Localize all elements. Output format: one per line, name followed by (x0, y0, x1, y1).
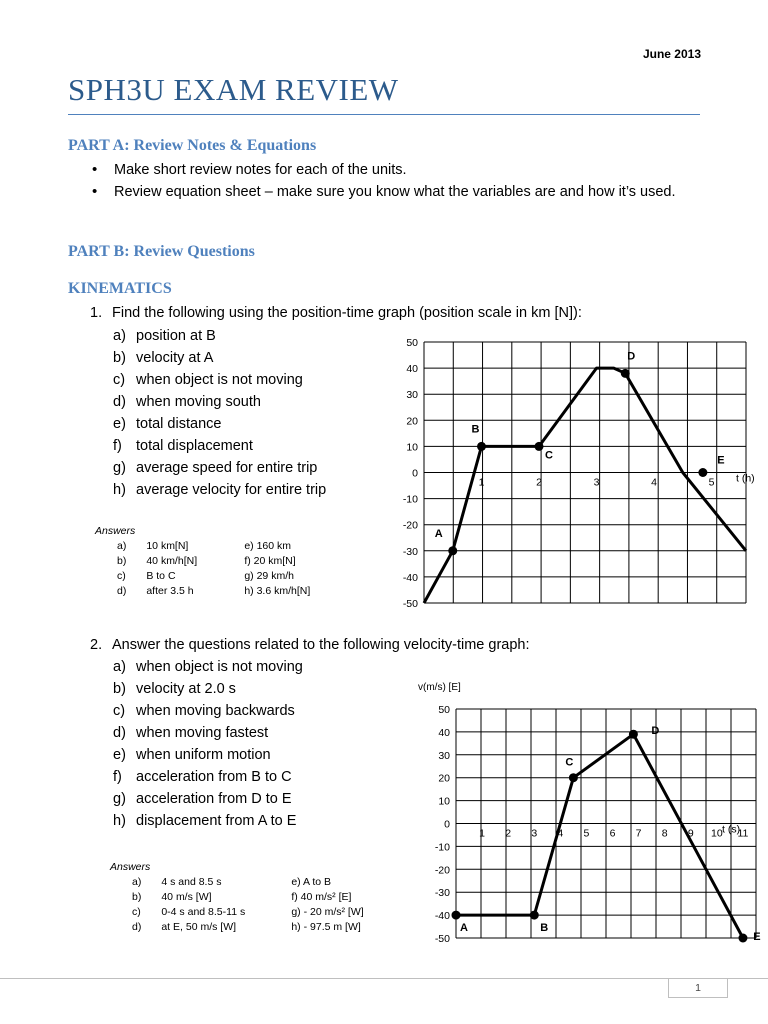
y-tick-label: -10 (434, 841, 450, 854)
point-label: B (471, 423, 480, 436)
y-tick-label: 0 (444, 818, 450, 831)
table-row: a) 10 km[N] e) 160 km (117, 540, 292, 552)
part-a-bullets (90, 159, 710, 203)
q1-prompt (90, 302, 582, 324)
x-axis-label: t (s) (722, 823, 741, 836)
y-tick-label: 50 (438, 704, 450, 716)
list-item: h) displacement from A to E (113, 813, 297, 829)
y-tick-label: 40 (406, 363, 418, 376)
data-point (738, 934, 747, 943)
q1-prompt-text: Find the following using the position-time graph (position scale in km [N]): (112, 305, 582, 321)
y-tick-label: 20 (406, 415, 418, 428)
point-label: B (540, 922, 549, 935)
point-label: A (434, 527, 443, 540)
q1-items (113, 325, 326, 501)
list-item: d) when moving south (113, 394, 261, 410)
x-tick-label: 2 (536, 476, 542, 489)
point-label: E (753, 931, 761, 943)
point-label: A (460, 922, 468, 935)
y-tick-label: -10 (402, 493, 418, 506)
q2-prompt (90, 634, 530, 656)
data-point (530, 911, 539, 920)
list-item: f) acceleration from B to C (113, 769, 292, 785)
y-tick-label: -50 (434, 933, 450, 945)
list-item: h) average velocity for entire trip (113, 482, 327, 498)
answers-title: Answers (110, 861, 151, 873)
table-row: b) 40 km/h[N] f) 20 km[N] (117, 555, 296, 567)
y-tick-label: -50 (402, 598, 418, 610)
title-rule (68, 114, 700, 115)
y-tick-label: -40 (402, 571, 418, 584)
data-point (621, 369, 630, 378)
list-item: g) acceleration from D to E (113, 791, 292, 807)
point-label: E (717, 454, 725, 467)
part-a-heading: PART A: Review Notes & Equations (68, 137, 317, 154)
q2-items (113, 656, 303, 832)
answers-table (95, 540, 310, 600)
y-tick-label: 40 (438, 726, 450, 739)
y-tick-label: -20 (402, 519, 418, 532)
x-tick-label: 11 (737, 827, 749, 840)
kinematics-heading: KINEMATICS (68, 280, 172, 297)
y-tick-label: 30 (438, 749, 450, 762)
q1-answers (95, 525, 310, 600)
position-time-graph (380, 330, 768, 615)
x-tick-label: 5 (708, 476, 715, 489)
x-tick-label: 4 (557, 827, 564, 840)
series-line (456, 734, 743, 938)
list-item: e) when uniform motion (113, 747, 271, 763)
data-point (535, 442, 544, 451)
part-b-heading: PART B: Review Questions (68, 243, 255, 260)
list-item: a) position at B (113, 328, 216, 344)
data-point (629, 730, 638, 739)
y-tick-label: 10 (438, 795, 450, 808)
table-row: c) B to C g) 29 km/h (117, 570, 294, 582)
y-tick-label: 50 (406, 337, 418, 349)
point-label: D (627, 350, 636, 363)
table-row: a) 4 s and 8.5 s e) A to B (132, 876, 332, 888)
data-point (477, 442, 486, 451)
q2-prompt-text: Answer the questions related to the following velocity-time graph: (112, 637, 530, 653)
point-label: D (651, 725, 660, 738)
series-line (424, 368, 746, 603)
x-tick-label: 3 (593, 476, 600, 489)
y-tick-label: 30 (406, 389, 418, 402)
point-label: C (545, 449, 553, 462)
x-axis-label: t (h) (736, 472, 755, 485)
y-tick-label: 20 (438, 772, 450, 785)
x-tick-label: 8 (661, 827, 668, 840)
table-row: d) at E, 50 m/s [W] h) - 97.5 m [W] (132, 921, 361, 933)
table-row: d) after 3.5 h h) 3.6 km/h[N] (117, 585, 311, 597)
data-point (698, 468, 707, 477)
table-row: c) 0-4 s and 8.5-11 s g) - 20 m/s² [W] (132, 906, 364, 918)
x-tick-label: 1 (479, 827, 486, 840)
velocity-time-graph (410, 676, 768, 948)
list-item: b) velocity at A (113, 350, 214, 366)
list-item: b) velocity at 2.0 s (113, 681, 236, 697)
y-tick-label: -30 (434, 887, 450, 900)
y-tick-label: 0 (412, 467, 418, 480)
x-tick-label: 10 (711, 827, 723, 840)
x-tick-label: 1 (478, 476, 485, 489)
list-item: d) when moving fastest (113, 725, 269, 741)
data-point (569, 773, 578, 782)
x-tick-label: 7 (635, 827, 642, 840)
y-tick-label: 10 (406, 441, 418, 454)
q2-number: 2. (90, 637, 103, 653)
table-row: b) 40 m/s [W] f) 40 m/s² [E] (132, 891, 352, 903)
list-item: a) when object is not moving (113, 659, 303, 675)
data-point (452, 911, 461, 920)
y-tick-label: -30 (402, 545, 418, 558)
list-item: c) when object is not moving (113, 372, 303, 388)
data-point (448, 546, 457, 555)
answers-table (110, 876, 364, 936)
y-axis-label: v(m/s) [E] (418, 682, 461, 693)
list-item: e) total distance (113, 416, 222, 432)
q1-number: 1. (90, 305, 103, 321)
list-item: c) when moving backwards (113, 703, 295, 719)
x-tick-label: 6 (609, 827, 616, 840)
x-tick-label: 9 (687, 827, 694, 840)
bullet-item: • Review equation sheet – make sure you know what the variables are and how it’s used. (90, 181, 688, 203)
page-title: SPH3U EXAM REVIEW (68, 72, 399, 107)
y-tick-label: -20 (434, 864, 450, 877)
bullet-item: • Make short review notes for each of the units. (90, 159, 710, 181)
point-label: C (565, 756, 574, 769)
x-tick-label: 3 (531, 827, 538, 840)
page-number: 1 (668, 978, 728, 998)
q2-answers (110, 861, 364, 936)
answers-title: Answers (95, 525, 136, 537)
y-tick-label: -40 (434, 910, 450, 923)
x-tick-label: 5 (583, 827, 590, 840)
footer-rule (0, 978, 768, 979)
list-item: g) average speed for entire trip (113, 460, 318, 476)
x-tick-label: 2 (505, 827, 512, 840)
x-tick-label: 4 (651, 476, 657, 489)
date: June 2013 (642, 47, 701, 61)
list-item: f) total displacement (113, 438, 253, 454)
